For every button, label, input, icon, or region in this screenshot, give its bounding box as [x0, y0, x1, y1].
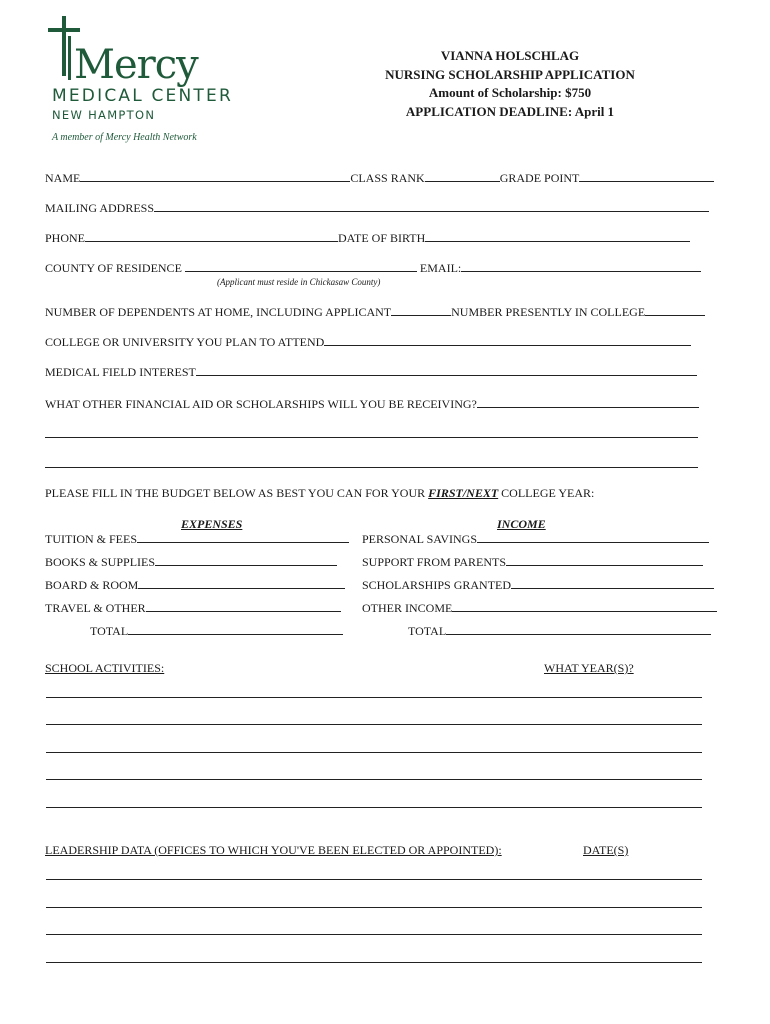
expense-total-field[interactable] — [128, 623, 343, 635]
email-label: EMAIL: — [419, 261, 462, 275]
activities-line-4[interactable] — [46, 779, 702, 780]
college-field[interactable] — [324, 334, 691, 346]
expenses-heading: EXPENSES — [181, 517, 243, 531]
expense-row-tuition — [45, 531, 349, 547]
budget-intro-emphasis: FIRST/NEXT — [428, 486, 499, 500]
email-field[interactable] — [461, 260, 701, 272]
activities-label: SCHOOL ACTIVITIES: — [45, 661, 165, 675]
income-field[interactable] — [452, 600, 717, 612]
leadership-line-3[interactable] — [46, 934, 702, 935]
activities-line-5[interactable] — [46, 807, 702, 808]
expense-row-board — [45, 577, 345, 593]
dob-field[interactable] — [425, 230, 690, 242]
logo-tagline: A member of Mercy Health Network — [52, 132, 197, 143]
expense-field[interactable] — [138, 577, 345, 589]
leadership-date-label: DATE(S) — [583, 843, 629, 857]
in-college-label: NUMBER PRESENTLY IN COLLEGE — [451, 305, 646, 319]
logo-line2: NEW HAMPTON — [52, 108, 156, 122]
phone-field[interactable] — [85, 230, 338, 242]
expense-label: BOARD & ROOM — [45, 578, 139, 592]
county-note: (Applicant must reside in Chickasaw County) — [217, 277, 381, 287]
name-label: NAME — [45, 171, 81, 185]
income-row-scholarships — [362, 577, 714, 593]
budget-intro — [45, 486, 594, 501]
leadership-line-2[interactable] — [46, 907, 702, 908]
activities-year-label: WHAT YEAR(S)? — [544, 661, 634, 675]
in-college-field[interactable] — [645, 304, 705, 316]
income-label: SCHOLARSHIPS GRANTED — [362, 578, 512, 592]
title-line4: APPLICATION DEADLINE: April 1 — [405, 103, 615, 119]
name-field[interactable] — [80, 170, 350, 182]
income-row-parents — [362, 554, 703, 570]
class-rank-label: CLASS RANK — [350, 171, 425, 185]
expense-field[interactable] — [146, 600, 341, 612]
expense-total-row — [90, 623, 343, 639]
medical-field-input[interactable] — [196, 364, 697, 376]
income-label: PERSONAL SAVINGS — [362, 532, 478, 546]
budget-intro-suffix: COLLEGE YEAR: — [498, 486, 595, 500]
logo-name: Mercy — [74, 42, 198, 88]
college-label: COLLEGE OR UNIVERSITY YOU PLAN TO ATTEND — [45, 335, 325, 349]
row-medical — [45, 364, 697, 380]
leadership-label: LEADERSHIP DATA (OFFICES TO WHICH YOU'VE BEEN ELECTED OR APPOINTED): — [45, 843, 502, 857]
income-label: SUPPORT FROM PARENTS — [362, 555, 507, 569]
activities-line-1[interactable] — [46, 697, 702, 698]
income-field[interactable] — [477, 531, 709, 543]
income-total-field[interactable] — [446, 623, 711, 635]
dob-label: DATE OF BIRTH — [338, 231, 426, 245]
dependents-label: NUMBER OF DEPENDENTS AT HOME, INCLUDING APPLICANT — [45, 305, 392, 319]
expense-label: TRAVEL & OTHER — [45, 601, 146, 615]
expense-field[interactable] — [155, 554, 337, 566]
expense-label: TUITION & FEES — [45, 532, 137, 546]
phone-label: PHONE — [45, 231, 86, 245]
income-total-label: TOTAL — [408, 624, 447, 638]
row-college — [45, 334, 691, 350]
title-line1: VIANNA HOLSCHLAG — [440, 48, 580, 63]
other-aid-line-1[interactable] — [45, 437, 698, 438]
mercy-logo — [44, 14, 284, 149]
income-row-other — [362, 600, 717, 616]
medical-field-label: MEDICAL FIELD INTEREST — [45, 365, 196, 379]
grade-point-field[interactable] — [579, 170, 714, 182]
expense-total-label: TOTAL — [90, 624, 129, 638]
income-field[interactable] — [511, 577, 714, 589]
income-label: OTHER INCOME — [362, 601, 453, 615]
income-heading: INCOME — [497, 517, 546, 531]
row-address — [45, 200, 709, 216]
other-aid-field[interactable] — [477, 396, 699, 408]
budget-intro-text: PLEASE FILL IN THE BUDGET BELOW AS BEST YOU CAN FOR YOUR — [45, 486, 429, 500]
county-label: COUNTY OF RESIDENCE — [45, 261, 182, 275]
other-aid-label: WHAT OTHER FINANCIAL AID OR SCHOLARSHIPS WILL YOU BE RECEIVING? — [45, 397, 477, 411]
activities-line-3[interactable] — [46, 752, 702, 753]
grade-point-label: GRADE POINT — [499, 171, 580, 185]
expense-label: BOOKS & SUPPLIES — [45, 555, 156, 569]
dependents-field[interactable] — [391, 304, 451, 316]
expense-field[interactable] — [137, 531, 349, 543]
leadership-line-4[interactable] — [46, 962, 702, 963]
row-phone — [45, 230, 690, 246]
row-dependents — [45, 304, 705, 320]
leadership-line-1[interactable] — [46, 879, 702, 880]
other-aid-line-2[interactable] — [45, 467, 698, 468]
row-other-aid — [45, 396, 699, 412]
mailing-address-label: MAILING ADDRESS — [45, 201, 155, 215]
title-line3: Amount of Scholarship: $750 — [428, 85, 592, 100]
class-rank-field[interactable] — [425, 170, 500, 182]
activities-line-2[interactable] — [46, 724, 702, 725]
row-county — [45, 260, 701, 276]
title-line2: NURSING SCHOLARSHIP APPLICATION — [385, 66, 635, 82]
expense-row-travel — [45, 600, 341, 616]
expense-row-books — [45, 554, 337, 570]
mailing-address-field[interactable] — [154, 200, 709, 212]
logo-line1: MEDICAL CENTER — [52, 86, 233, 106]
income-row-savings — [362, 531, 709, 547]
income-total-row — [408, 623, 711, 639]
row-name — [45, 170, 714, 186]
county-field[interactable] — [185, 260, 417, 272]
income-field[interactable] — [506, 554, 703, 566]
page-title — [330, 47, 690, 121]
